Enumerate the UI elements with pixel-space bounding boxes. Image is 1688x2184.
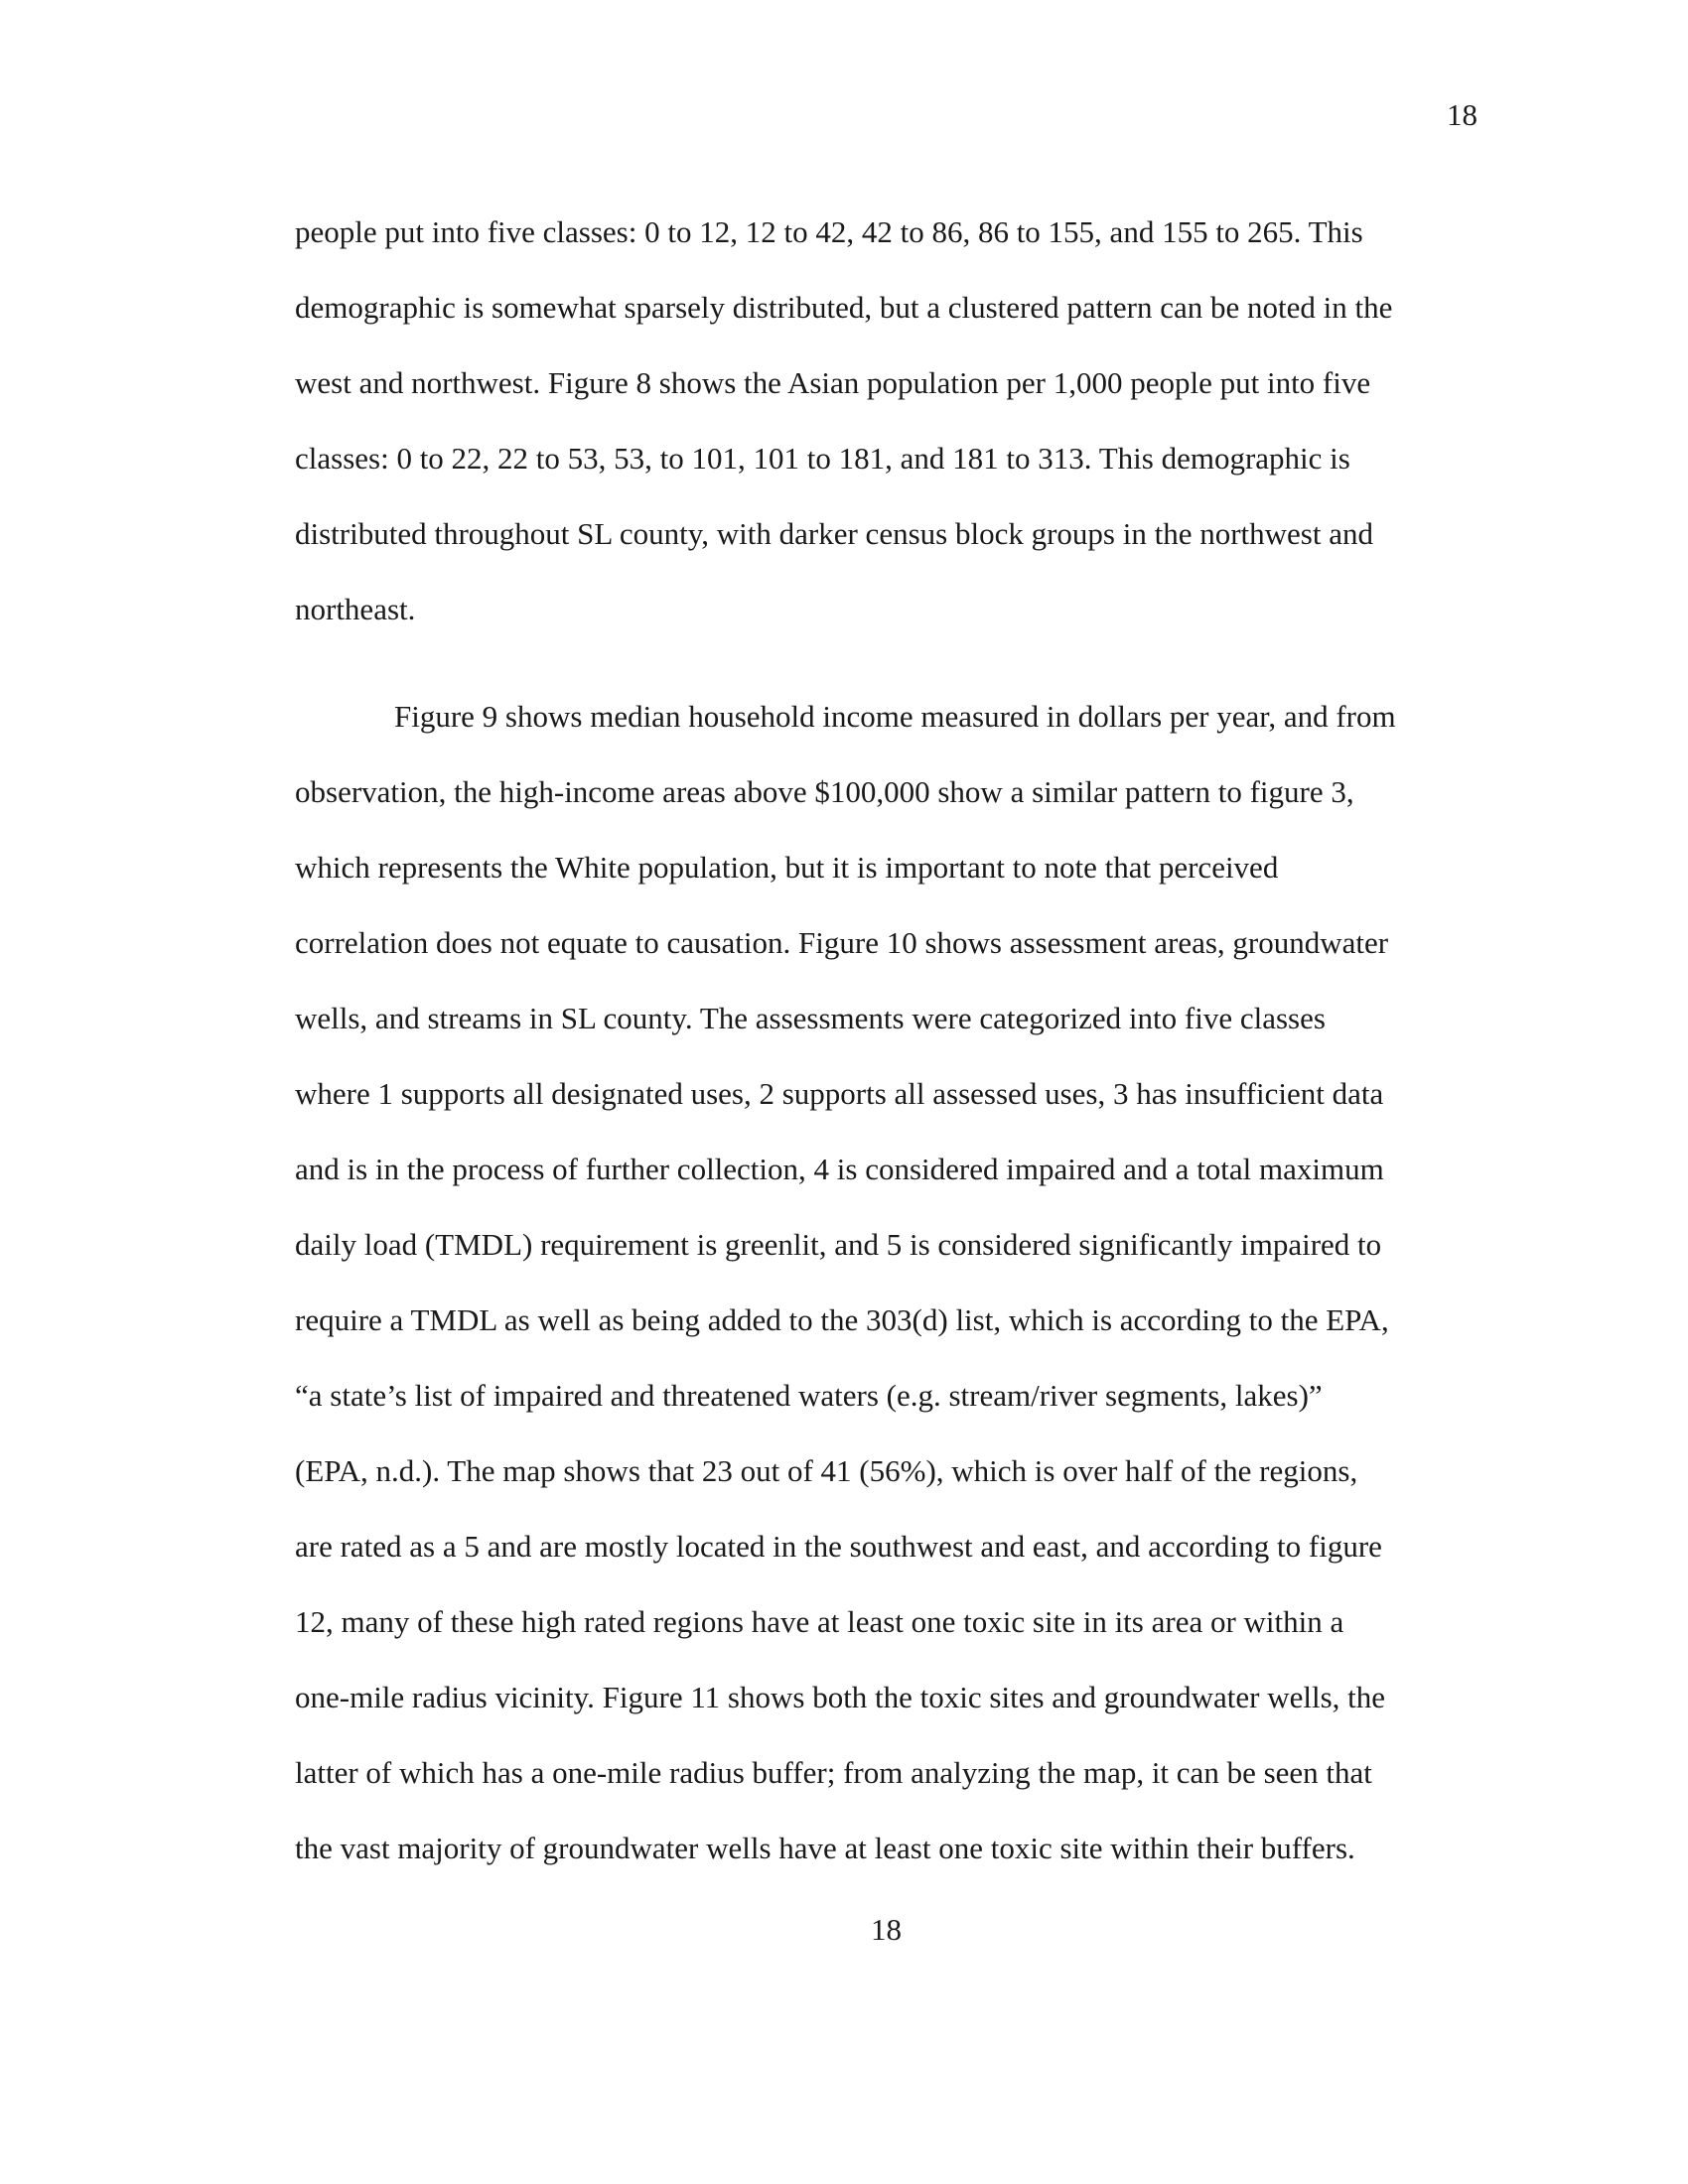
- text-line: (EPA, n.d.). The map shows that 23 out of 41 (56%), which is over half of the regions,: [295, 1453, 1358, 1488]
- text-line: one-mile radius vicinity. Figure 11 shows both the toxic sites and groundwater wells, the: [295, 1680, 1386, 1714]
- text-line: the vast majority of groundwater wells have at least one toxic site within their buffers.: [295, 1831, 1355, 1865]
- page-number-bottom: 18: [871, 1912, 902, 1947]
- paragraph-2: [295, 679, 1477, 1886]
- text-line: which represents the White population, but it is important to note that perceived: [295, 850, 1279, 885]
- text-line: distributed throughout SL county, with darker census block groups in the northwest and: [295, 516, 1373, 551]
- text-line: require a TMDL as well as being added to the 303(d) list, which is according to the EPA,: [295, 1302, 1389, 1337]
- document-body: [295, 195, 1477, 1886]
- paragraph-1: [295, 195, 1477, 647]
- text-line: correlation does not equate to causation. Figure 10 shows assessment areas, groundwater: [295, 925, 1389, 960]
- text-line: “a state’s list of impaired and threatened waters (e.g. stream/river segments, lakes)”: [295, 1378, 1323, 1413]
- text-line: where 1 supports all designated uses, 2 supports all assessed uses, 3 has insufficient data: [295, 1076, 1384, 1111]
- text-line: and is in the process of further collection, 4 is considered impaired and a total maximum: [295, 1152, 1384, 1186]
- text-line: west and northwest. Figure 8 shows the Asian population per 1,000 people put into five: [295, 365, 1371, 400]
- text-line: 12, many of these high rated regions have at least one toxic site in its area or within a: [295, 1604, 1344, 1639]
- paragraph-gap: [295, 647, 1477, 679]
- text-line: northeast.: [295, 592, 416, 626]
- text-line: daily load (TMDL) requirement is greenlit, and 5 is considered significantly impaired to: [295, 1227, 1382, 1262]
- text-line: classes: 0 to 22, 22 to 53, 53, to 101, 101 to 181, and 181 to 313. This demographic is: [295, 441, 1350, 476]
- text-line: people put into five classes: 0 to 12, 12 to 42, 42 to 86, 86 to 155, and 155 to 265. This: [295, 214, 1363, 249]
- text-line: are rated as a 5 and are mostly located in the southwest and east, and according to figure: [295, 1529, 1382, 1564]
- text-line: latter of which has a one-mile radius buffer; from analyzing the map, it can be seen that: [295, 1755, 1372, 1790]
- text-line: Figure 9 shows median household income measured in dollars per year, and from: [394, 699, 1396, 734]
- text-line: wells, and streams in SL county. The assessments were categorized into five classes: [295, 1001, 1326, 1035]
- text-line: demographic is somewhat sparsely distributed, but a clustered pattern can be noted in the: [295, 290, 1393, 325]
- page-number-top: 18: [1447, 97, 1477, 132]
- text-line: observation, the high-income areas above $100,000 show a similar pattern to figure 3,: [295, 774, 1354, 809]
